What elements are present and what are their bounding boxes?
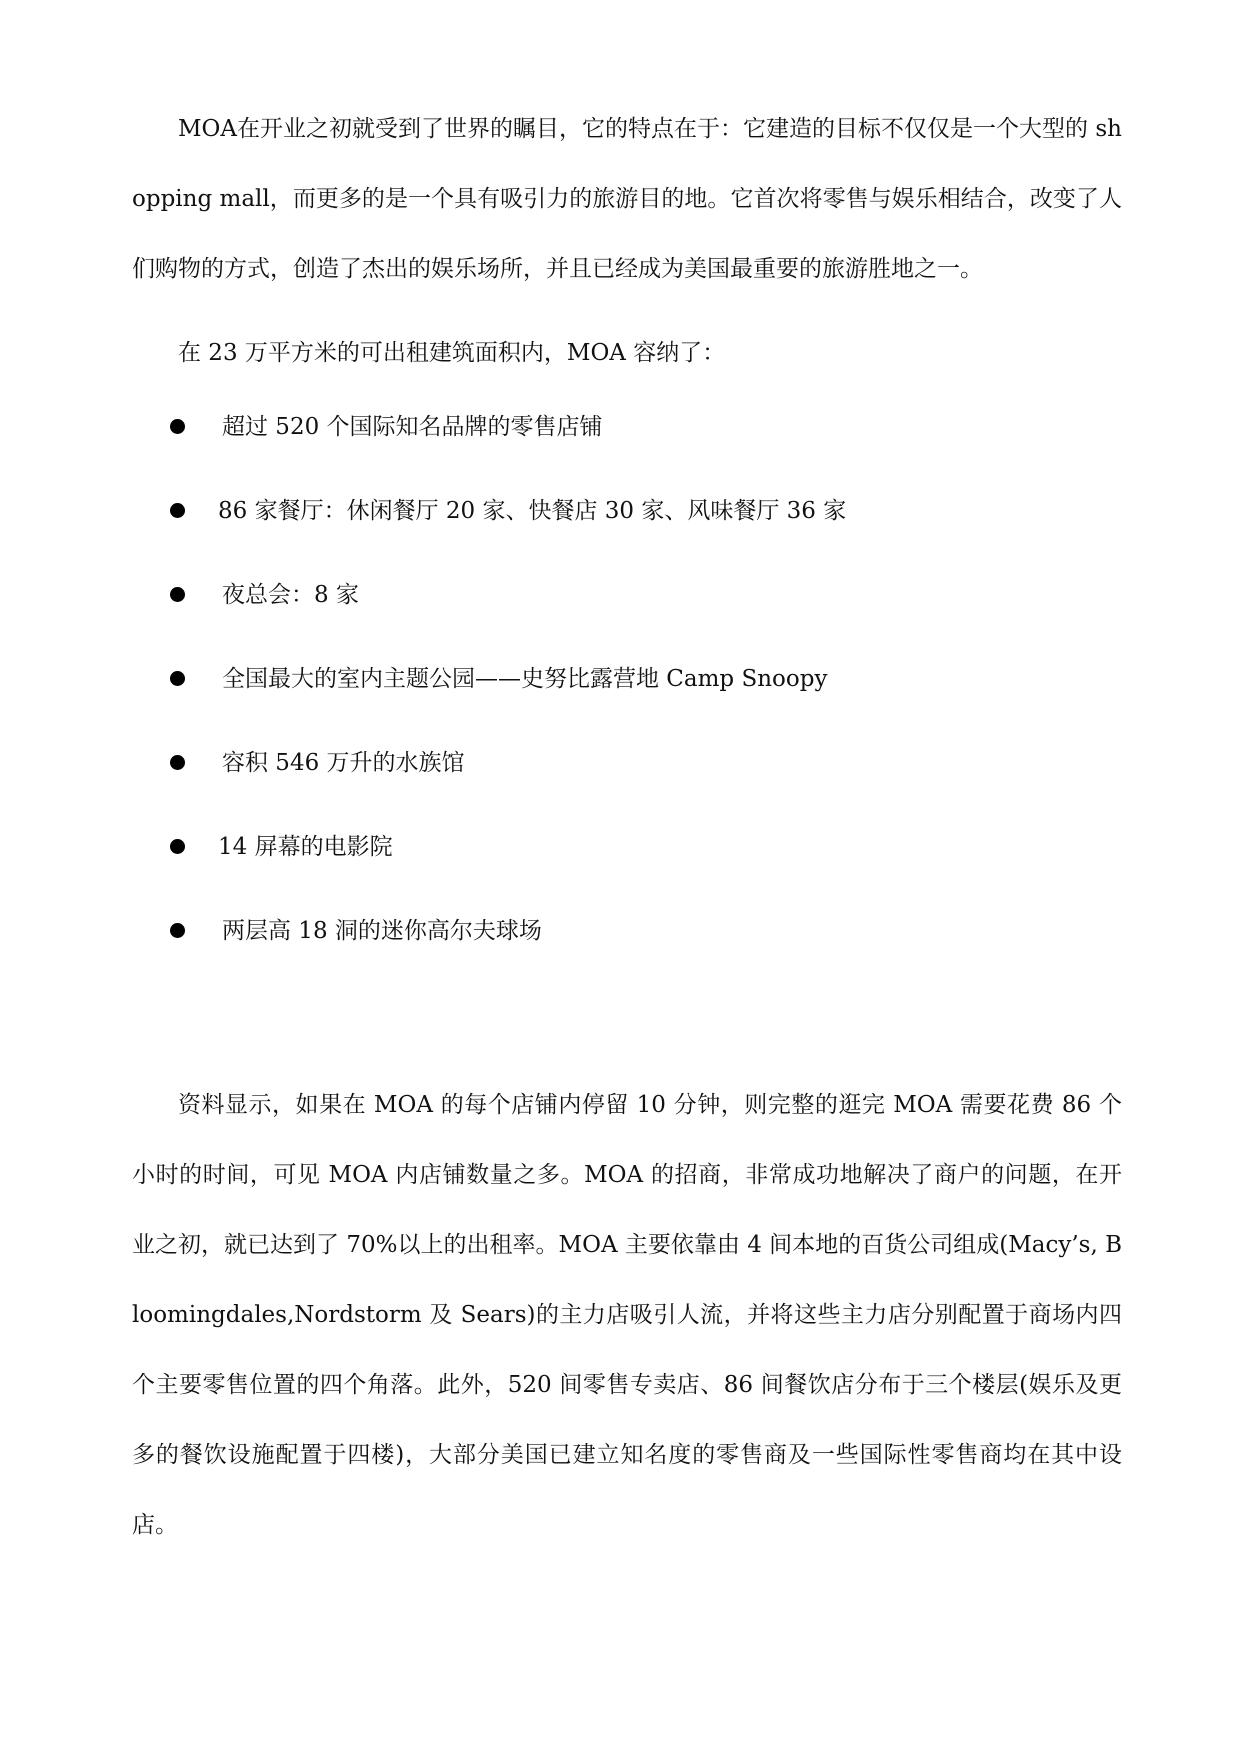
details-paragraph: 资料显示，如果在 MOA 的每个店铺内停留 10 分钟，则完整的逛完 MOA 需要花费 86 个小时的时间，可见 MOA 内店铺数量之多。MOA 的招商，非常成功地解决了商户的问题，在开业之初，就已达到了 70%以上的出租率。MOA 主要依靠由 4 间本地的百货公司组成(Macy’s, Bloomingdales,Nordstorm 及 Sears)的主力店吸引人流，并将这些主力店分别配置于商场内四个主要零售位置的四个角落。此外，520 间零售专卖店、86 间餐饮店分布于三个楼层(娱乐及更多的餐饮设施配置于四楼)，大部分美国已建立知名度的零售商及一些国际性零售商均在其中设店。: [132, 1092, 1122, 1538]
bullet-icon: [170, 587, 185, 602]
bullet-icon: [170, 923, 185, 938]
list-item: [0, 491, 1100, 531]
list-item-text: 全国最大的室内主题公园——史努比露营地 Camp Snoopy: [222, 666, 828, 692]
list-item-text: 容积 546 万升的水族馆: [222, 750, 465, 776]
list-item-text: 两层高 18 洞的迷你高尔夫球场: [222, 918, 542, 944]
list-item: [0, 827, 1100, 867]
bullet-icon: [170, 839, 185, 854]
bullet-icon: [170, 671, 185, 686]
list-item-text: 夜总会：8 家: [222, 582, 359, 608]
area-paragraph: 在 23 万平方米的可出租建筑面积内，MOA 容纳了：: [178, 340, 726, 366]
list-item-text: 14 屏幕的电影院: [218, 834, 393, 860]
bullet-icon: [170, 419, 185, 434]
list-item: [0, 743, 1100, 783]
list-item: [0, 659, 1100, 699]
list-item: [0, 407, 1100, 447]
list-item-text: 超过 520 个国际知名品牌的零售店铺: [222, 414, 603, 440]
bullet-icon: [170, 755, 185, 770]
list-item: [0, 575, 1100, 615]
bullet-icon: [170, 503, 185, 518]
list-item: [0, 911, 1100, 951]
list-item-text: 86 家餐厅：休闲餐厅 20 家、快餐店 30 家、风味餐厅 36 家: [218, 498, 847, 524]
intro-paragraph: MOA在开业之初就受到了世界的瞩目，它的特点在于：它建造的目标不仅仅是一个大型的 shopping mall，而更多的是一个具有吸引力的旅游目的地。它首次将零售与娱乐相结合，改变了人们购物的方式，创造了杰出的娱乐场所，并且已经成为美国最重要的旅游胜地之一。: [132, 116, 1122, 282]
